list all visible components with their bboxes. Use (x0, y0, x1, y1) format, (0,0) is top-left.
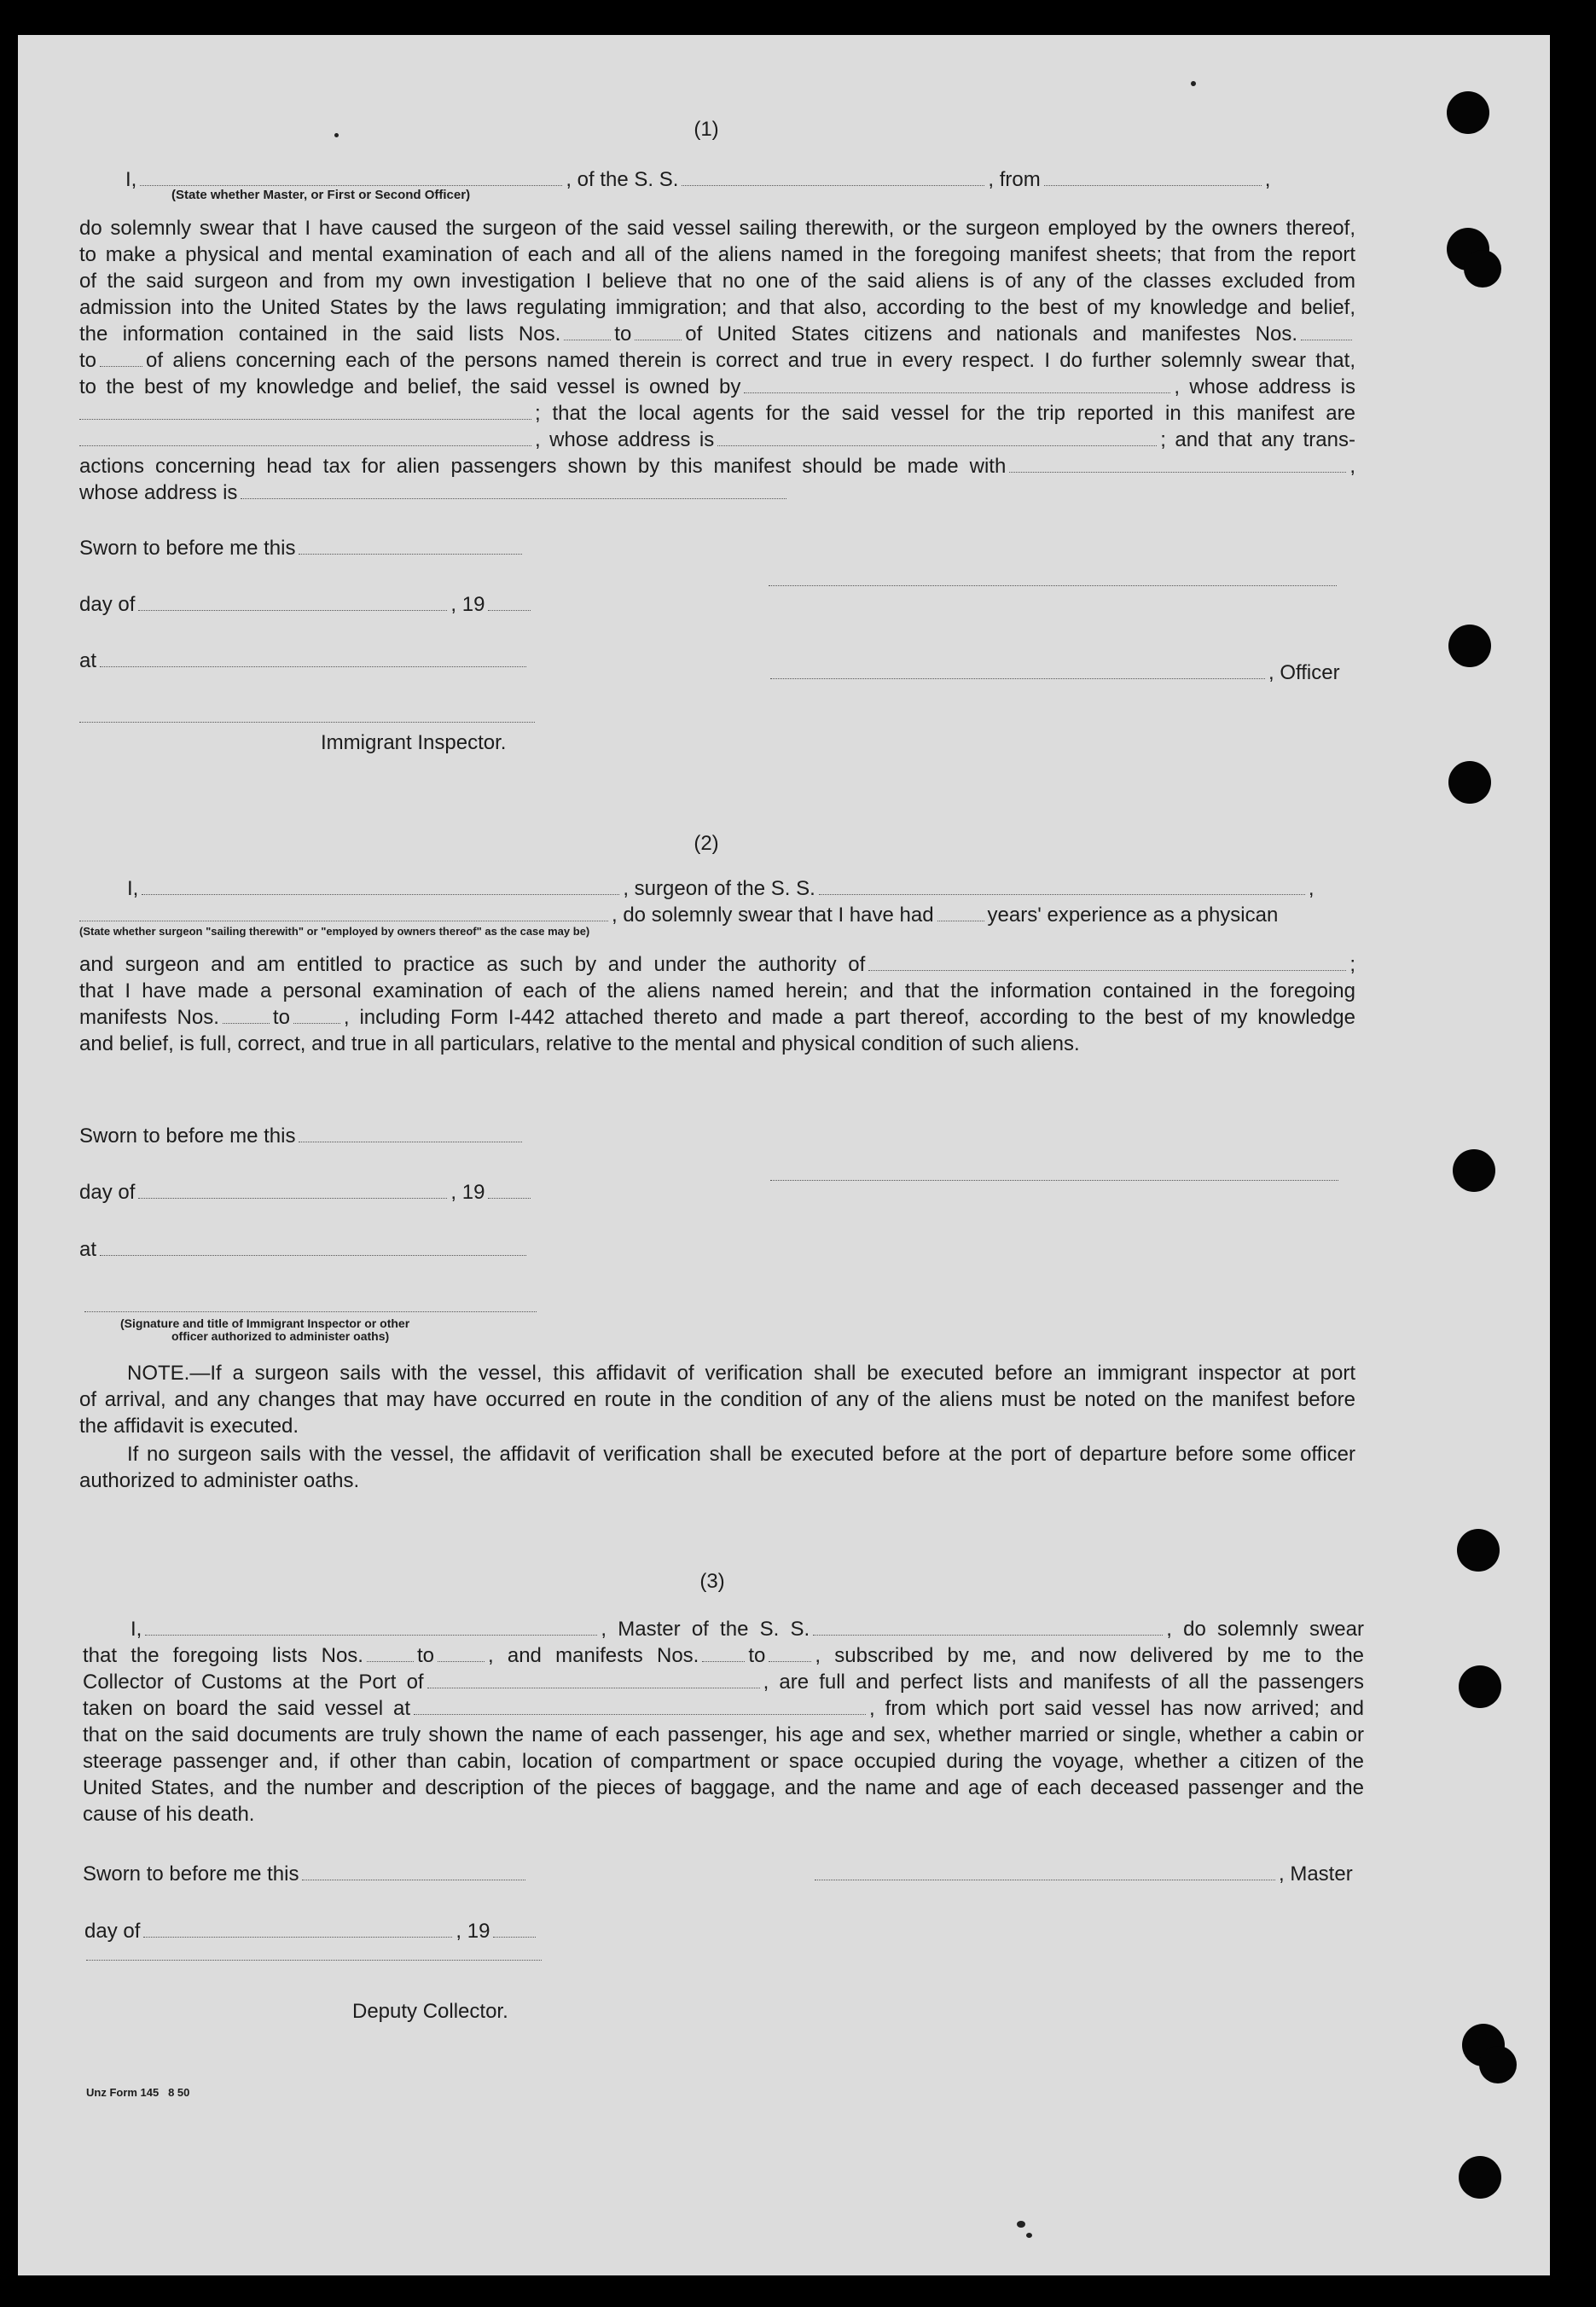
day-of-field[interactable] (138, 1198, 447, 1199)
punch-hole (1448, 625, 1491, 667)
collector-signature-line[interactable] (86, 1960, 542, 1961)
surgeon-name-field[interactable] (142, 894, 619, 895)
sworn-label: Sworn to before me this (79, 535, 525, 561)
surgeon-manifest-to[interactable] (293, 1023, 340, 1024)
note-text-2: If no surgeon sails with the vessel, the affidavit of verification shall be executed before at the port of departure before some officer authorized to administer oaths. (79, 1443, 1355, 1492)
at-label: at (79, 1236, 530, 1263)
punch-hole (1459, 1665, 1501, 1708)
affidavit-line: I, , of the S. S. , from , (125, 168, 1271, 191)
form-sheet (18, 35, 1550, 2275)
punch-hole (1447, 228, 1489, 270)
day-of-field[interactable] (138, 610, 447, 611)
section-number: (2) (694, 832, 719, 855)
year-field[interactable] (493, 1937, 536, 1938)
affidavit-text: do solemnly swear that I have caused the surgeon of the said vessel sailing therewith, or the surgeon employed by the owners thereof, to make a physical and mental examination of each and all of the aliens named in the foregoing manifest sheets; that from the report of the said surgeon and from my own investigation I believe that no one of the said aliens is of any of the classes excluded from admission into the United States by the laws regulating immigration; and that also, according to the best of my knowledge and belief, the information contained in the said lists Nos. to of United States citizens and nationals and manifestes Nos. to of aliens concerning each of the persons named therein is correct and true in every respect. I do further solemnly swear that, to the best of my knowledge and belief, the said vessel is owned by , whose address is ; that the local agents for the said vessel for the trip reported in this manifest are , whose address is ; and that any trans- actions concerning head tax for alien passengers shown by this manifest should be made with , whose address is (79, 217, 1356, 504)
boarding-port-field[interactable] (414, 1714, 866, 1715)
year-field[interactable] (488, 1198, 531, 1199)
authority-field[interactable] (868, 970, 1346, 971)
surgeon-line: I, , surgeon of the S. S. , (127, 877, 1315, 900)
punch-hole (1457, 1529, 1500, 1572)
sworn-date-field[interactable] (299, 554, 522, 555)
officer-signature: , Officer (767, 660, 1340, 686)
officer-note: (State whether Master, or First or Second Officer) (171, 188, 471, 202)
vessel-name-field[interactable] (682, 185, 984, 186)
day-of-label: day of , 19 (79, 1179, 534, 1206)
surgeon-signature-line[interactable] (770, 1180, 1338, 1181)
signature-note: officer authorized to administer oaths) (171, 1329, 390, 1343)
inspector-signature-line[interactable] (84, 1311, 537, 1312)
surgeon-text: and surgeon and am entitled to practice as such by and under the authority of ; that I have made a personal examination of each of the aliens named herein; and that the information contained in the foregoing manifests Nos. to , including Form I-442 attached thereto and made a part thereof, according to the best of my knowledge and belief, is full, correct, and true in all particulars, relative to the mental and physical condition of such aliens. (79, 953, 1355, 1055)
master-manifests-to[interactable] (769, 1661, 811, 1662)
day-of-label: day of , 19 (84, 1918, 539, 1944)
speck (1026, 2233, 1032, 2238)
master-signature: , Master (811, 1861, 1353, 1887)
speck (1017, 2221, 1025, 2228)
form-number: Unz Form 145 8 50 (86, 2086, 190, 2099)
speck (1191, 81, 1196, 86)
signature-note: (Signature and title of Immigrant Inspector or other (120, 1316, 410, 1330)
head-tax-address-field[interactable] (241, 498, 786, 499)
year-field[interactable] (488, 610, 531, 611)
master-text: I, , Master of the S. S. , do solemnly swear that the foregoing lists Nos. to , and manifests Nos. to , subscribed by me, and now delivered by me to the Collector of Customs at the Port of , are full and perfect lists and manifests of all the passengers taken on board the said vessel at , from which port said vessel has now arrived; and that on the said documents are truly shown the name of each passenger, his age and sex, whether married or single, whether a cabin or steerage passenger and, if other than cabin, location of compartment or space occupied during the voyage, whether a citizen of the United States, and the number and description of the pieces of baggage, and the name and age of each deceased passenger and the cause of his death. (83, 1618, 1365, 1826)
sworn-label: Sworn to before me this (83, 1861, 529, 1887)
master-name-field[interactable] (145, 1635, 597, 1636)
manifests-to-field[interactable] (100, 366, 142, 367)
punch-hole (1462, 2024, 1505, 2066)
surgeon-manifest-from[interactable] (223, 1023, 270, 1024)
officer-name-field[interactable] (140, 185, 562, 186)
signature-line[interactable] (769, 585, 1337, 586)
head-tax-contact-field[interactable] (1009, 472, 1346, 473)
at-place-field[interactable] (100, 1255, 526, 1256)
sworn-label: Sworn to before me this (79, 1123, 525, 1149)
collector-title: Deputy Collector. (352, 2000, 508, 2023)
surgeon-note: (State whether surgeon "sailing therewith" or "employed by owners thereof" as the case may be) (79, 925, 590, 938)
note-text: NOTE.—If a surgeon sails with the vessel, this affidavit of verification shall be executed before an immigrant inspector at port of arrival, and any changes that may have occurred en route in the condition of any of the aliens must be noted on the manifest before the affidavit is executed. (79, 1362, 1355, 1438)
at-label: at (79, 648, 530, 674)
master-lists-to[interactable] (438, 1661, 485, 1662)
day-of-label: day of , 19 (79, 591, 534, 618)
section-number: (3) (699, 1570, 725, 1593)
section-number: (1) (694, 118, 719, 141)
punch-hole (1448, 761, 1491, 804)
punch-hole (1459, 2156, 1501, 2199)
officer-signature-field[interactable] (770, 678, 1265, 679)
punch-hole (1447, 91, 1489, 134)
owner-address-field[interactable] (79, 419, 531, 420)
inspector-title: Immigrant Inspector. (321, 731, 507, 754)
at-place-field[interactable] (100, 666, 526, 667)
owner-field[interactable] (744, 392, 1170, 393)
departure-port-field[interactable] (1044, 185, 1262, 186)
master-manifests-from[interactable] (702, 1661, 745, 1662)
agents-field[interactable] (79, 445, 531, 446)
master-lists-from[interactable] (367, 1661, 414, 1662)
agents-address-field[interactable] (717, 445, 1157, 446)
inspector-signature-line[interactable] (79, 722, 535, 723)
vessel-name-field-2[interactable] (819, 894, 1305, 895)
vessel-name-field-3[interactable] (813, 1635, 1163, 1636)
day-of-field[interactable] (143, 1937, 452, 1938)
punch-hole (1453, 1149, 1495, 1192)
surgeon-line-2: , do solemnly swear that I have had years' experience as a physican (79, 902, 1278, 928)
